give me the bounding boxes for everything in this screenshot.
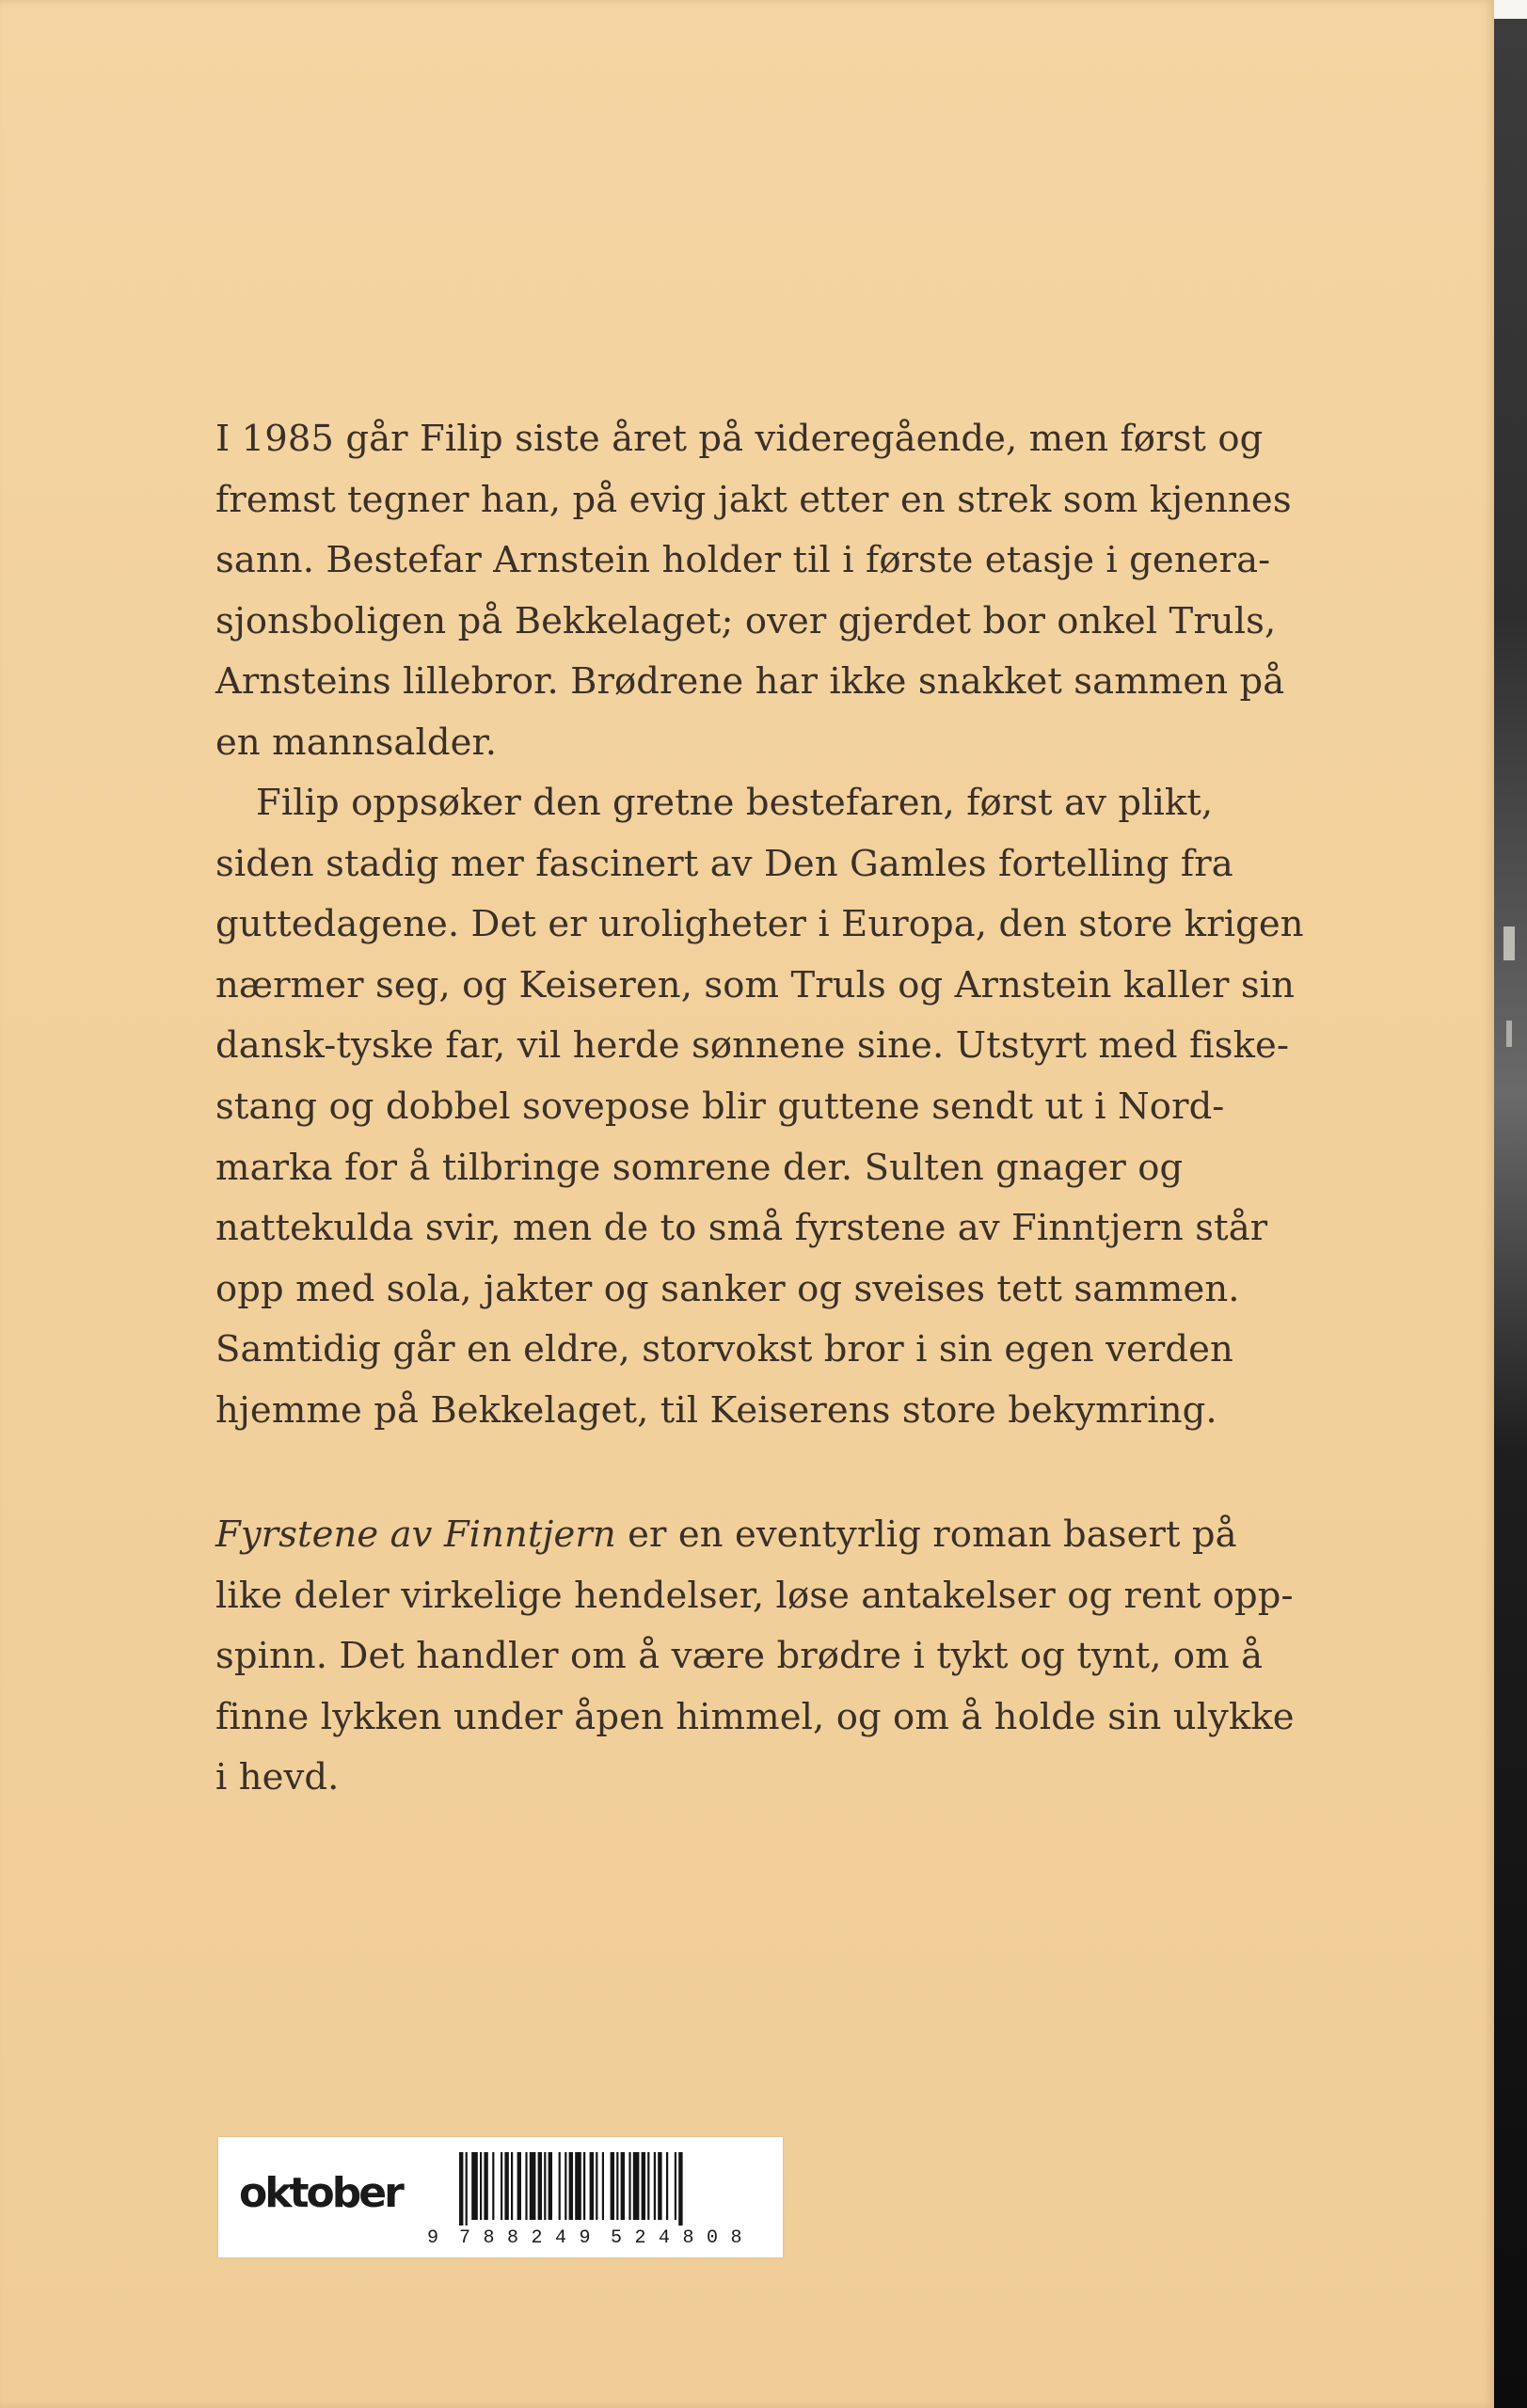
- blurb-line: like deler virkelige hendelser, løse antakelser og rent opp-: [215, 1574, 1294, 1617]
- barcode-bar: [525, 2152, 527, 2220]
- barcode-bar: [675, 2152, 676, 2220]
- blurb-line: sann. Bestefar Arnstein holder til i første etasje i genera-: [215, 539, 1271, 582]
- isbn-digit: 4: [555, 2227, 567, 2249]
- isbn-digit: 8: [730, 2227, 742, 2249]
- barcode-bar: [471, 2152, 478, 2220]
- barcode-bar: [602, 2152, 604, 2220]
- blurb-line: nattekulda svir, men de to små fyrstene av Finntjern står: [215, 1207, 1268, 1250]
- blurb-line: finne lykken under åpen himmel, og om å holde sin ulykke: [215, 1695, 1295, 1738]
- isbn-digit: 8: [507, 2227, 519, 2249]
- blurb-line: stang og dobbel sovepose blir guttene sendt ut i Nord-: [215, 1085, 1225, 1128]
- blurb-line: sjonsboligen på Bekkelaget; over gjerdet bor onkel Truls,: [215, 599, 1277, 642]
- isbn-digit: 2: [634, 2227, 646, 2249]
- barcode-bar: [511, 2152, 513, 2220]
- blurb-line: spinn. Det handler om å være brødre i tykt og tynt, om å: [215, 1635, 1264, 1678]
- barcode-bar: [621, 2152, 625, 2220]
- barcode-bar: [647, 2152, 649, 2220]
- blurb-line: I 1985 går Filip siste året på videregående, men først og: [215, 418, 1264, 460]
- blurb-line: fremst tegner han, på evig jakt etter en strek som kjennes: [215, 478, 1292, 521]
- barcode-bar: [466, 2152, 468, 2226]
- blurb-line: nærmer seg, og Keiseren, som Truls og Arnstein kaller sin: [215, 963, 1296, 1006]
- blurb-line: siden stadig mer fascinert av Den Gamles fortelling fra: [215, 842, 1233, 885]
- blurb-line: i hevd.: [215, 1756, 340, 1799]
- barcode-bar: [538, 2152, 542, 2220]
- blurb-line: opp med sola, jakter og sanker og sveises tett sammen.: [215, 1267, 1240, 1310]
- blurb-paragraph-2: [215, 773, 1304, 1442]
- isbn-digit: 9: [427, 2227, 439, 2249]
- edge-glyph: [1503, 927, 1515, 960]
- barcode-bar: [492, 2152, 494, 2220]
- blurb-line: en mannsalder.: [215, 721, 498, 764]
- blurb-line: dansk-tyske far, vil herde sønnene sine. Utstyrt med fiske-: [215, 1024, 1290, 1068]
- isbn-digit: 9: [579, 2227, 591, 2249]
- barcode-bar: [590, 2152, 594, 2220]
- barcode-bar: [459, 2152, 463, 2226]
- barcode-bar: [504, 2152, 508, 2220]
- barcode-bar: [666, 2152, 668, 2220]
- barcode-bar: [642, 2152, 645, 2220]
- blurb-line: marka for å tilbringe somrene der. Sulten gnager og: [215, 1146, 1184, 1189]
- blurb-paragraph-1: [215, 409, 1292, 774]
- blurb-paragraph-3: [215, 1505, 1295, 1809]
- cover-edge-shadow: [1494, 19, 1527, 2408]
- barcode-bar: [596, 2152, 597, 2220]
- blurb-line: Filip oppsøker den gretne bestefaren, først av plikt,: [256, 782, 1214, 824]
- barcode-bar: [575, 2152, 581, 2220]
- barcode-bar: [583, 2152, 585, 2220]
- barcode-bar: [654, 2152, 656, 2220]
- barcode-bar: [628, 2152, 630, 2220]
- barcode-bar: [611, 2152, 614, 2220]
- publisher-logo: oktober: [239, 2169, 402, 2217]
- blurb-line: Samtidig går en eldre, storvokst bror i sin egen verden: [215, 1328, 1233, 1371]
- isbn-digit: 8: [682, 2227, 694, 2249]
- blurb-line: hjemme på Bekkelaget, til Keiserens store bekymring.: [215, 1388, 1217, 1432]
- barcode-bar: [549, 2152, 552, 2220]
- barcode-bar: [530, 2152, 536, 2220]
- publisher-barcode-label: [218, 2137, 783, 2258]
- edge-glyph: [1506, 1021, 1512, 1047]
- barcode-bar: [517, 2152, 521, 2220]
- barcode-bar: [559, 2152, 561, 2220]
- barcode-bar: [565, 2152, 566, 2220]
- isbn-digit: 8: [483, 2227, 495, 2249]
- isbn-digit: 0: [707, 2227, 719, 2249]
- blurb-line: guttedagene. Det er uroligheter i Europa, den store krigen: [215, 903, 1304, 946]
- barcode-bar: [501, 2152, 502, 2220]
- isbn-digit: 2: [531, 2227, 543, 2249]
- blurb-line-rest: er en eventyrlig roman basert på: [615, 1513, 1237, 1556]
- isbn-barcode: [459, 2152, 768, 2226]
- book-title-italic: Fyrstene av Finntjern: [215, 1513, 616, 1556]
- barcode-bar: [616, 2152, 618, 2220]
- barcode-bar: [484, 2152, 487, 2220]
- barcode-bar: [633, 2152, 640, 2220]
- isbn-digit: 4: [659, 2227, 671, 2249]
- barcode-bar: [678, 2152, 682, 2226]
- barcode-bar: [480, 2152, 482, 2220]
- barcode-bar: [569, 2152, 573, 2220]
- isbn-digit: 7: [459, 2227, 471, 2249]
- blurb-line: [215, 1505, 1274, 1566]
- blurb-line: Arnsteins lillebror. Brødrene har ikke snakket sammen på: [215, 660, 1285, 704]
- barcode-bar: [658, 2152, 661, 2220]
- isbn-digit: 5: [611, 2227, 623, 2249]
- barcode-bar: [544, 2152, 546, 2220]
